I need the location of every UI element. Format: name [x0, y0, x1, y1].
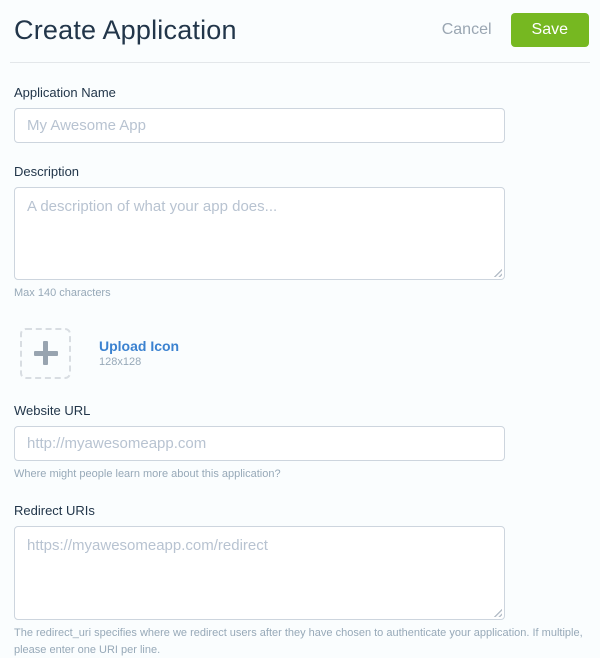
create-application-form [0, 63, 600, 658]
upload-icon-link[interactable]: Upload Icon [99, 338, 180, 354]
website-url-input[interactable] [14, 426, 505, 461]
header [0, 0, 600, 48]
field-redirect-uris [14, 503, 586, 658]
description-textarea[interactable] [14, 187, 505, 280]
redirect-uris-textarea[interactable] [14, 526, 505, 620]
redirect-uris-helper: The redirect_uri specifies where we redirect users after they have chosen to authenticate your application. If multiple, please enter one URI per line. [14, 627, 583, 656]
website-url-helper: Where might people learn more about this application? [14, 467, 281, 480]
description-label: Description [14, 164, 80, 179]
field-application-name [14, 85, 586, 143]
upload-icon-text [99, 338, 179, 368]
cancel-button[interactable]: Cancel [441, 21, 492, 38]
page-title: Create Application [14, 14, 237, 45]
application-name-input[interactable] [14, 108, 505, 143]
description-helper: Max 140 characters [14, 287, 111, 299]
application-name-label: Application Name [14, 85, 116, 100]
field-description [14, 164, 586, 302]
website-url-label: Website URL [14, 402, 91, 418]
plus-icon [34, 341, 58, 365]
upload-icon-dropzone[interactable] [20, 328, 71, 379]
redirect-uris-label: Redirect URIs [14, 503, 95, 518]
field-upload-icon [20, 328, 586, 379]
save-button[interactable]: Save [511, 13, 589, 47]
redirect-uris-textarea-wrap [14, 526, 505, 620]
upload-size-hint: 128x128 [99, 356, 142, 368]
description-textarea-wrap [14, 187, 505, 280]
field-website-url [14, 403, 586, 483]
